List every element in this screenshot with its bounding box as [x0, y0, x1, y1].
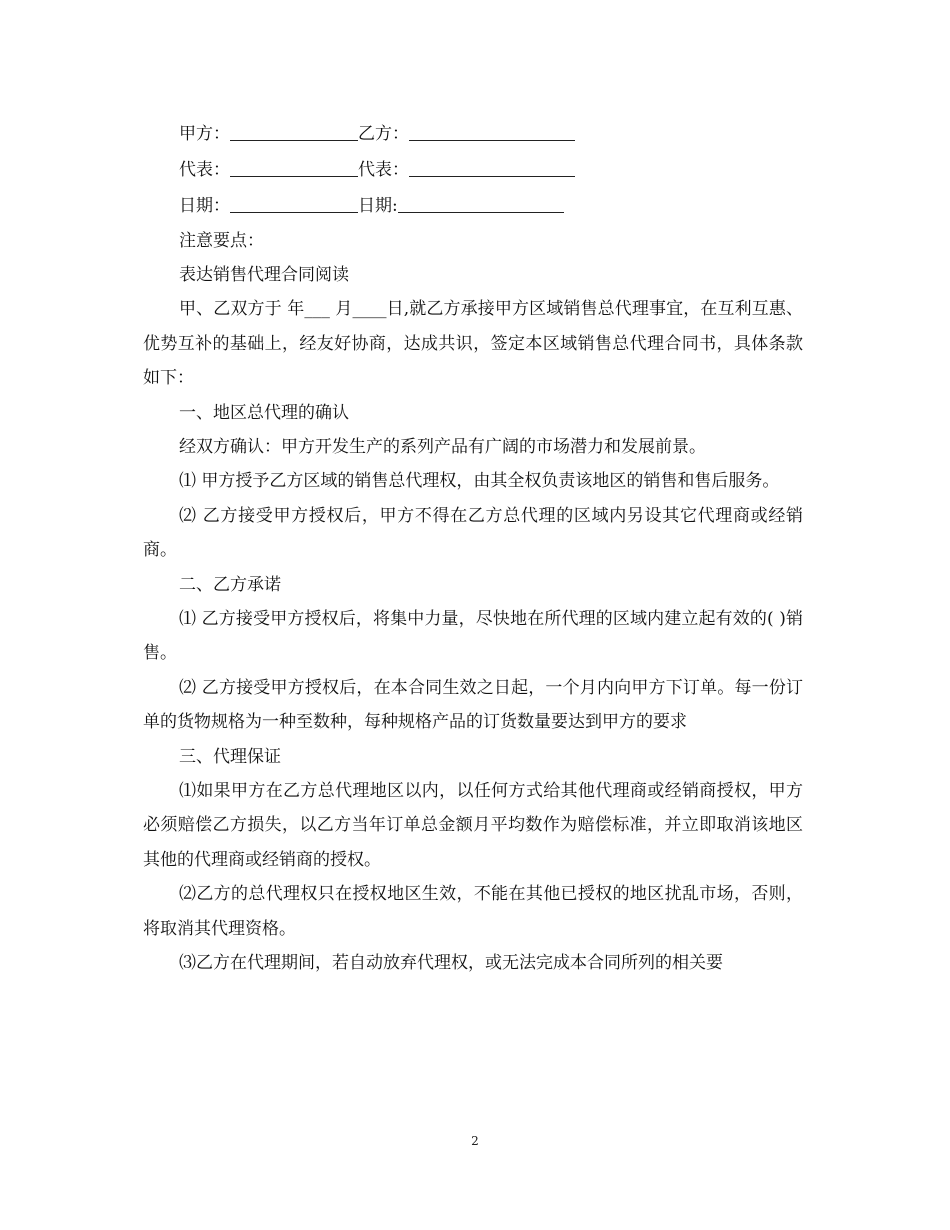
section-3-item-1: ⑴如果甲方在乙方总代理地区以内，以任何方式给其他代理商或经销商授权，甲方必须赔偿乙方损失，以乙方当年订单总金额月平均数作为赔偿标准，并立即取消该地区其他的代理商或经销商的授权。 — [143, 780, 803, 870]
section-3-item-3: ⑶乙方在代理期间，若自动放弃代理权，或无法完成本合同所列的相关要 — [179, 953, 723, 973]
rep-a-label: 代表： — [179, 160, 230, 180]
party-b-label: 乙方： — [358, 124, 409, 144]
section-2-item-2: ⑵ 乙方接受甲方授权后，在本合同生效之日起，一个月内向甲方下订单。每一份订单的货物规格为一种至数种，每种规格产品的订货数量要达到甲方的要求 — [143, 677, 803, 732]
document-body — [143, 116, 803, 981]
page-number: 2 — [471, 1134, 479, 1148]
date-a-label: 日期： — [179, 196, 230, 216]
party-b-blank — [409, 118, 575, 141]
representative-row — [143, 152, 803, 188]
date-a-blank — [230, 190, 358, 213]
party-a-label: 甲方： — [179, 124, 230, 144]
document-title: 表达销售代理合同阅读 — [179, 265, 349, 285]
date-b-blank — [398, 190, 564, 213]
party-a-blank — [230, 118, 358, 141]
section-1-item-2: ⑵ 乙方接受甲方授权后，甲方不得在乙方总代理的区域内另设其它代理商或经销商。 — [143, 505, 803, 560]
section-2-heading: 二、乙方承诺 — [179, 574, 281, 595]
rep-a-blank — [230, 154, 358, 177]
date-b-label: 日期: — [358, 196, 398, 216]
section-3-heading: 三、代理保证 — [179, 746, 281, 767]
notes-heading: 注意要点： — [179, 231, 264, 251]
section-1-lead: 经双方确认：甲方开发生产的系列产品有广阔的市场潜力和发展前景。 — [179, 436, 706, 457]
section-1-item-1: ⑴ 甲方授予乙方区域的销售总代理权，由其全权负责该地区的销售和售后服务。 — [179, 471, 780, 491]
intro-paragraph: 甲、乙双方于 年___ 月____日,就乙方承接甲方区域销售总代理事宜，在互利互惠、优势互补的基础上，经友好协商，达成共识，签定本区域销售总代理合同书，具体条款如下： — [143, 299, 803, 388]
section-3-item-2: ⑵乙方的总代理权只在授权地区生效，不能在其他已授权的地区扰乱市场，否则，将取消其代理资格。 — [143, 884, 803, 939]
party-row — [143, 116, 803, 152]
rep-b-label: 代表： — [358, 160, 409, 180]
section-1-heading: 一、地区总代理的确认 — [179, 402, 349, 423]
section-2-item-1: ⑴ 乙方接受甲方授权后，将集中力量，尽快地在所代理的区域内建立起有效的( )销售。 — [143, 608, 803, 663]
rep-b-blank — [409, 154, 575, 177]
date-row — [143, 188, 803, 224]
